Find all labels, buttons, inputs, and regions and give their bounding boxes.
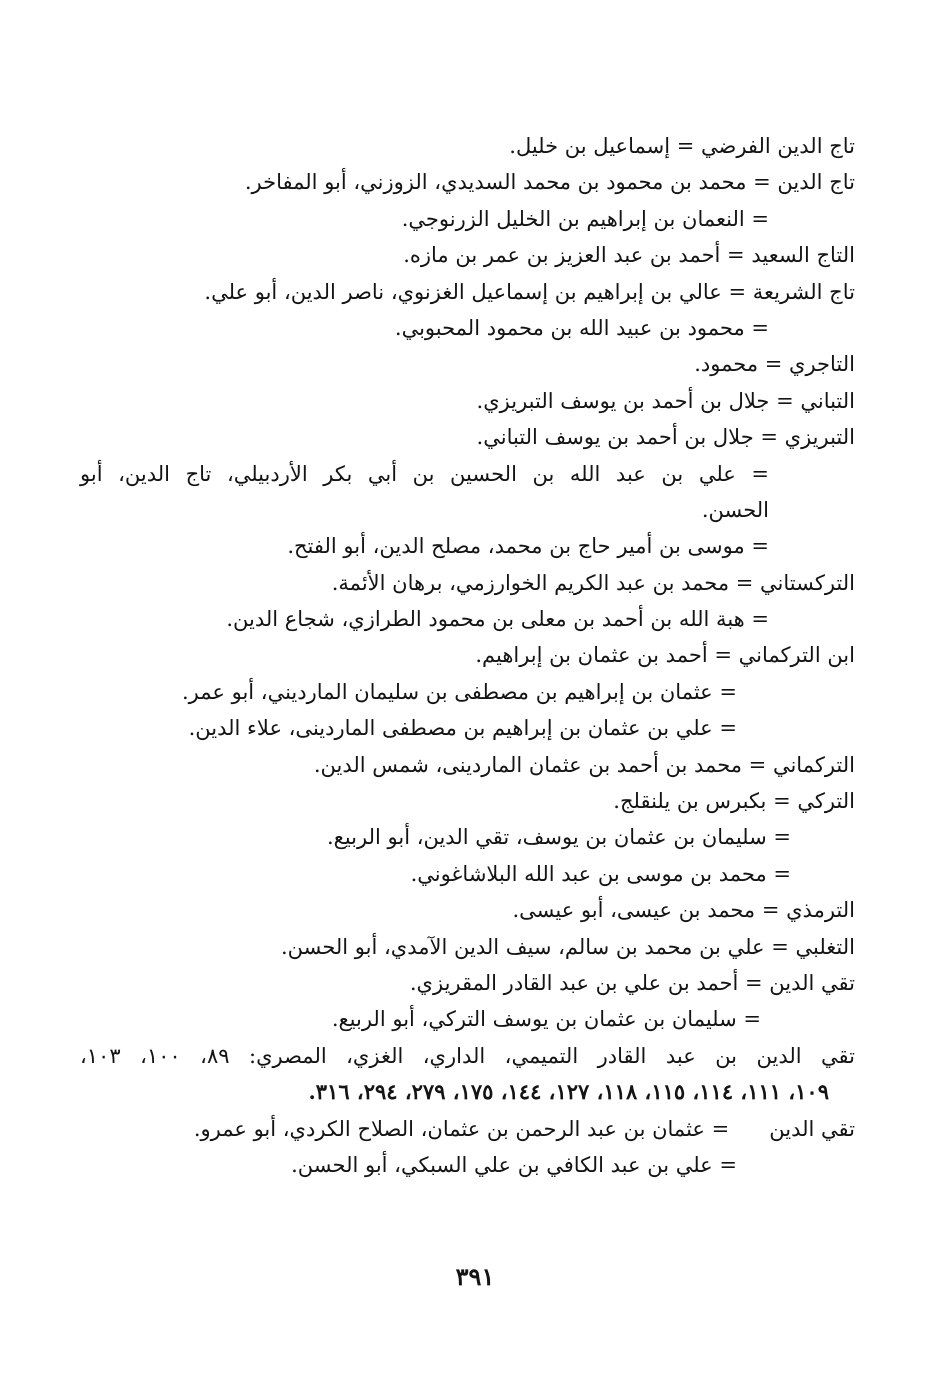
index-entry: تاج الشريعة = عالي بن إبراهيم بن إسماعيل الغزنوي، ناصر الدين، أبو علي. [204, 279, 855, 304]
index-entry: = علي بن عبد الكافي بن علي السبكي، أبو الحسن. [291, 1152, 737, 1177]
index-entry: التبريزي = جلال بن أحمد بن يوسف التباني. [476, 425, 855, 450]
index-entry-continuation: الحسن. [701, 497, 769, 522]
index-entry: التاجري = محمود. [694, 352, 855, 377]
index-entry: تقي الدين بن عبد القادر التميمي، الداري، الغزي، المصري: ٨٩، ١٠٠، ١٠٣، [80, 1043, 856, 1068]
index-entry: = هبة الله بن أحمد بن معلى بن محمود الطرازي، شجاع الدين. [226, 607, 769, 632]
index-entry: = النعمان بن إبراهيم بن الخليل الزرنوجي. [401, 206, 769, 231]
index-entry: ابن التركماني = أحمد بن عثمان بن إبراهيم. [475, 643, 855, 668]
index-entry: = سليمان بن عثمان بن يوسف، تقي الدين، أبو الربيع. [326, 825, 791, 850]
index-entry: التغلبي = علي بن محمد بن سالم، سيف الدين الآمدي، أبو الحسن. [280, 934, 855, 959]
page-references: ١٠٩، ١١١، ١١٤، ١١٥، ١١٨، ١٢٧، ١٤٤، ١٧٥، ٢٧٩، ٢٩٤، ٣١٦. [308, 1079, 829, 1105]
index-entries [80, 128, 855, 1183]
page-number: ٣٩١ [455, 1262, 495, 1291]
index-entry: = عثمان بن إبراهيم بن مصطفى بن سليمان المارديني، أبو عمر. [181, 679, 737, 704]
index-entry: = سليمان بن عثمان بن يوسف التركي، أبو الربيع. [331, 1007, 761, 1032]
index-entry: التركماني = محمد بن أحمد بن عثمان الماردينى، شمس الدين. [313, 752, 855, 777]
index-entry: = محمد بن موسى بن عبد الله البلاشاغوني. [410, 861, 791, 886]
index-entry: التباني = جلال بن أحمد بن يوسف التبريزي. [476, 388, 855, 413]
index-entry: تقي الدين = أحمد بن علي بن عبد القادر المقريزي. [409, 970, 855, 995]
index-entry: التركستاني = محمد بن عبد الكريم الخوارزمي، برهان الأئمة. [331, 570, 855, 595]
index-entry: الترمذي = محمد بن عيسى، أبو عيسى. [512, 898, 855, 923]
index-entry: التركي = بكبرس بن يلنقلج. [613, 789, 855, 814]
index-entry: التاج السعيد = أحمد بن عبد العزيز بن عمر بن مازه. [403, 243, 855, 268]
index-entry: = محمود بن عبيد الله بن محمود المحبوبي. [394, 315, 769, 340]
index-entry: تاج الدين الفرضي = إسماعيل بن خليل. [509, 134, 855, 158]
index-entry: تاج الدين = محمد بن محمود بن محمد السديدي، الزوزني، أبو المفاخر. [244, 170, 855, 195]
index-entry: = علي بن عثمان بن إبراهيم بن مصطفى الماردينى، علاء الدين. [188, 716, 737, 741]
index-entry: = علي بن عبد الله بن الحسين بن أبي بكر الأردبيلي، تاج الدين، أبو [80, 461, 769, 486]
index-entry: تقي الدين = عثمان بن عبد الرحمن بن عثمان، الصلاح الكردي، أبو عمرو. [193, 1116, 855, 1141]
index-entry: = موسى بن أمير حاج بن محمد، مصلح الدين، أبو الفتح. [287, 534, 769, 559]
